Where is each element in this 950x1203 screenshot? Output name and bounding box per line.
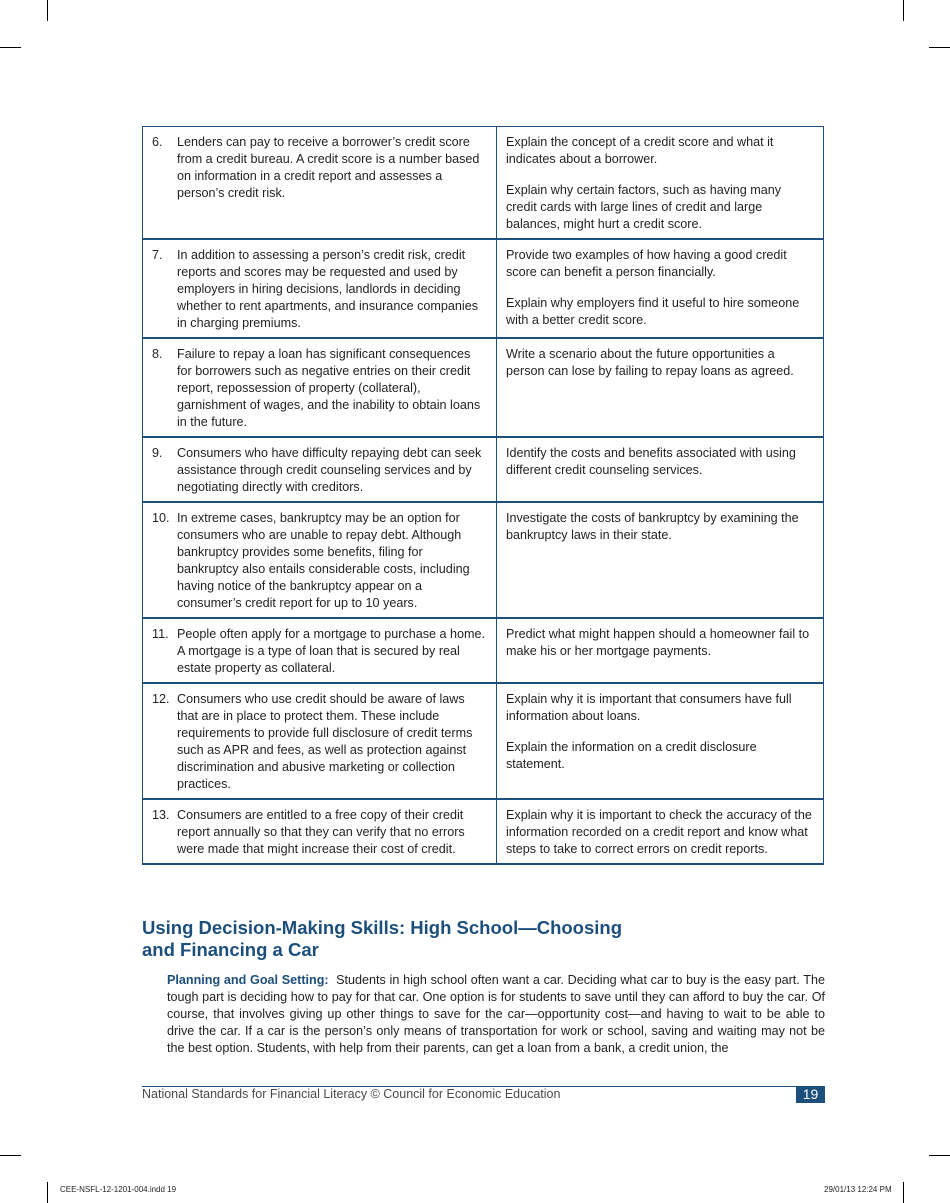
benchmark-text: Explain the information on a credit disclosure statement. <box>506 740 757 771</box>
crop-mark <box>903 0 904 21</box>
slug-file: CEE-NSFL-12-1201-004.indd 19 <box>60 1185 177 1194</box>
benchmark-text: Explain why employers find it useful to hire someone with a better credit score. <box>506 296 800 327</box>
benchmark-text: Provide two examples of how having a good credit score can benefit a person financially. <box>506 248 787 279</box>
table-row <box>143 799 824 864</box>
standards-table <box>142 126 824 865</box>
standard-number: 11. <box>152 627 169 641</box>
standard-cell <box>143 683 497 799</box>
standard-text: In extreme cases, bankruptcy may be an option for consumers who are unable to repay debt. Although bankruptcy provides some benefits, filing for bankruptcy also entails considerable costs, including having notice of the bankruptcy appear on a consumer’s credit report for up to 10 years. <box>177 511 470 610</box>
table-row <box>143 502 824 618</box>
paragraph-lead: Planning and Goal Setting: <box>167 973 329 987</box>
paragraph-text: Students in high school often want a car. Deciding what car to buy is the easy part. The tough part is deciding how to pay for that car. One option is for students to save until they can afford to buy the car. Of course, that involves giving up other things to save for the car—opportunity cost—and having to wait to be able to drive the car. If a car is the person’s only means of transportation for work or school, saving and waiting may not be the best option. Students, with help from their parents, can get a loan from a bank, a credit union, the <box>167 973 825 1055</box>
crop-mark <box>47 0 48 21</box>
benchmark-text: Write a scenario about the future opportunities a person can lose by failing to repay loans as agreed. <box>506 347 794 378</box>
standard-cell <box>143 127 497 240</box>
benchmark-cell <box>497 127 824 240</box>
benchmark-cell <box>497 239 824 338</box>
standard-number: 7. <box>152 248 163 262</box>
benchmark-cell <box>497 618 824 683</box>
standard-text: Consumers who use credit should be aware of laws that are in place to protect them. These include requirements to provide full disclosure of credit terms such as APR and fees, as well as protection against discrimination and abusive marketing or collection practices. <box>177 692 473 791</box>
standard-cell <box>143 338 497 437</box>
table-row <box>143 618 824 683</box>
standard-cell <box>143 618 497 683</box>
standard-cell <box>143 502 497 618</box>
benchmark-cell <box>497 683 824 799</box>
slug-timestamp: 29/01/13 12:24 PM <box>824 1185 892 1194</box>
standard-text: Consumers are entitled to a free copy of their credit report annually so that they can verify that no errors were made that might increase their cost of credit. <box>177 808 465 856</box>
standard-number: 6. <box>152 135 163 149</box>
table-row <box>143 437 824 502</box>
benchmark-cell <box>497 799 824 864</box>
standard-text: Failure to repay a loan has significant consequences for borrowers such as negative entries on their credit report, repossession of property (collateral), garnishment of wages, and the inability to obtain loans in the future. <box>177 347 481 429</box>
benchmark-text: Investigate the costs of bankruptcy by examining the bankruptcy laws in their state. <box>506 511 799 542</box>
benchmark-text: Explain why certain factors, such as having many credit cards with large lines of credit and large balances, might hurt a credit score. <box>506 183 782 231</box>
benchmark-text: Predict what might happen should a homeowner fail to make his or her mortgage payments. <box>506 627 810 658</box>
standard-cell <box>143 437 497 502</box>
standard-number: 9. <box>152 446 163 460</box>
body-paragraph <box>167 972 825 1057</box>
standard-text: Lenders can pay to receive a borrower’s credit score from a credit bureau. A credit score is a number based on information in a credit report and assesses a person’s credit risk. <box>177 135 480 200</box>
crop-mark <box>903 1182 904 1203</box>
crop-mark <box>0 47 21 48</box>
section-heading-line: Using Decision-Making Skills: High School—Choosing <box>142 917 623 938</box>
crop-mark <box>929 47 950 48</box>
standard-text: People often apply for a mortgage to purchase a home. A mortgage is a type of loan that is secured by real estate property as collateral. <box>177 627 486 675</box>
benchmark-cell <box>497 338 824 437</box>
standard-text: Consumers who have difficulty repaying debt can seek assistance through credit counseling services and by negotiating directly with creditors. <box>177 446 482 494</box>
standard-number: 12. <box>152 692 170 706</box>
standard-number: 10. <box>152 511 170 525</box>
table-row <box>143 127 824 240</box>
standard-cell <box>143 239 497 338</box>
crop-mark <box>0 1155 21 1156</box>
benchmark-text: Identify the costs and benefits associated with using different credit counseling services. <box>506 446 796 477</box>
benchmark-text: Explain the concept of a credit score and what it indicates about a borrower. <box>506 135 774 166</box>
page-number: 19 <box>796 1086 825 1103</box>
table-row <box>143 338 824 437</box>
standard-cell <box>143 799 497 864</box>
crop-mark <box>47 1182 48 1203</box>
benchmark-text: Explain why it is important that consumers have full information about loans. <box>506 692 792 723</box>
benchmark-text: Explain why it is important to check the accuracy of the information recorded on a credit report and know what steps to take to correct errors on credit reports. <box>506 808 812 856</box>
benchmark-cell <box>497 502 824 618</box>
standard-text: In addition to assessing a person’s credit risk, credit reports and scores may be requested and used by employers in hiring decisions, landlords in deciding whether to rent apartments, and insurance companies in charging premiums. <box>177 248 479 330</box>
standard-number: 13. <box>152 808 170 822</box>
footer-text: National Standards for Financial Literacy © Council for Economic Education <box>142 1087 561 1101</box>
section-heading <box>142 917 702 961</box>
crop-mark <box>929 1155 950 1156</box>
table-row <box>143 239 824 338</box>
table-row <box>143 683 824 799</box>
section-heading-line: and Financing a Car <box>142 939 319 960</box>
benchmark-cell <box>497 437 824 502</box>
standard-number: 8. <box>152 347 163 361</box>
